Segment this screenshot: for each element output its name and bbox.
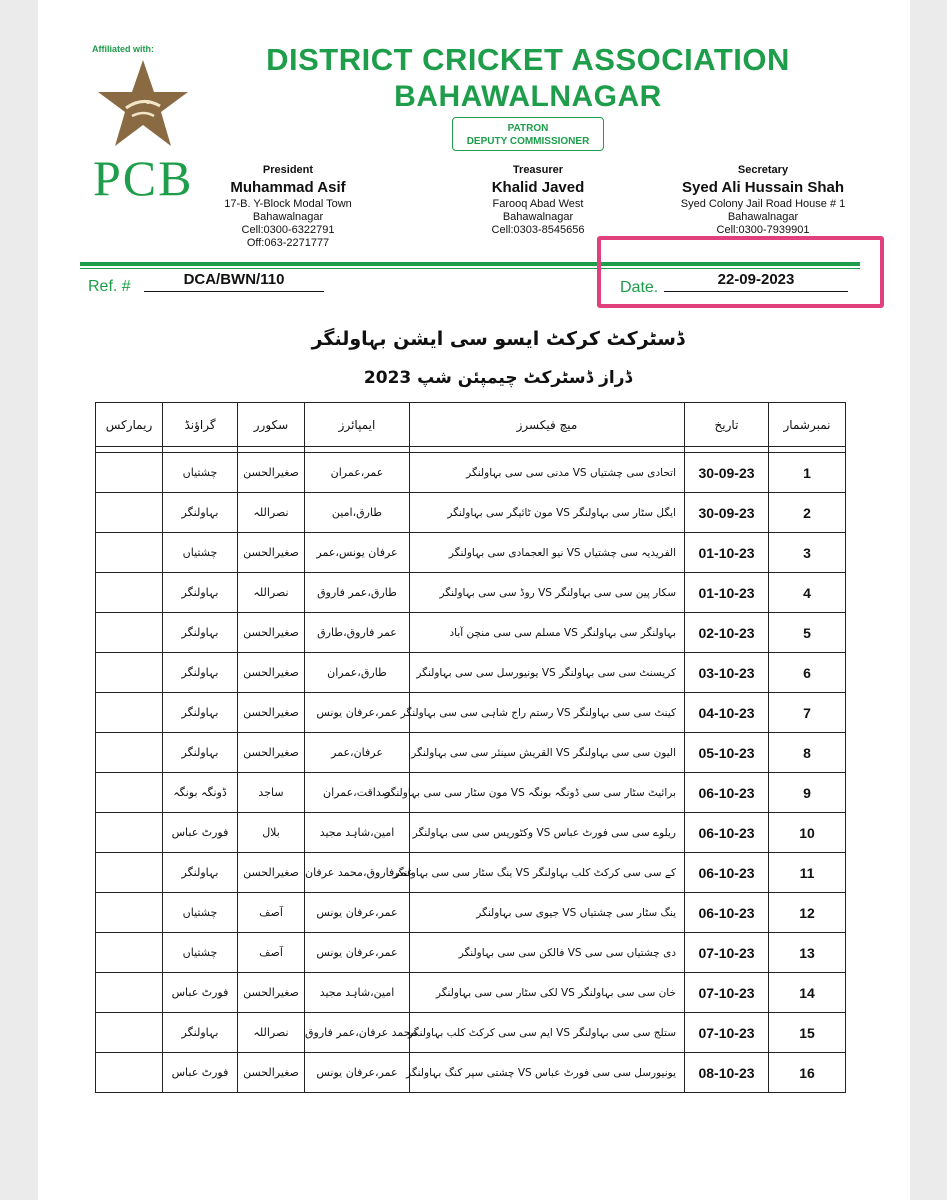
treasurer-name: Khalid Javed	[491, 179, 585, 196]
number-cell: 16	[769, 1053, 846, 1093]
umpires-cell: طارق،امین	[305, 493, 410, 533]
remarks-cell	[96, 453, 163, 493]
ground-cell: ڈونگہ بونگہ	[163, 773, 238, 813]
header-ground: گراؤنڈ	[163, 403, 238, 447]
table-row	[96, 973, 846, 1013]
scorer-cell: نصراللہ	[238, 573, 305, 613]
title-line-2: BAHAWALNAGAR	[394, 80, 662, 113]
fixture-cell: کے سی سی کرکٹ کلب بہاولنگر VS ینگ سٹار سی سی بہاولنگر	[410, 853, 685, 893]
remarks-cell	[96, 773, 163, 813]
date-cell: 07-10-23	[685, 1013, 769, 1053]
table-row	[96, 813, 846, 853]
remarks-cell	[96, 1053, 163, 1093]
fixture-cell: ریلوے سی سی فورٹ عباس VS وکٹوریس سی سی بہاولنگر	[410, 813, 685, 853]
number-cell: 4	[769, 573, 846, 613]
ground-cell: چشتیاں	[163, 933, 238, 973]
scorer-cell: صغیرالحسن	[238, 533, 305, 573]
date-cell: 01-10-23	[685, 533, 769, 573]
ground-cell: بہاولنگر	[163, 613, 238, 653]
fixture-cell: سکار پین سی سی بہاولنگر VS روڈ سی سی بہاولنگر	[410, 573, 685, 613]
fixture-cell: الیون سی سی بہاولنگر VS القریش سینئر سی سی بہاولنگر	[410, 733, 685, 773]
scorer-cell: صغیرالحسن	[238, 453, 305, 493]
urdu-heading: ڈسٹرکٹ کرکٹ ایسو سی ایشن بہاولنگر	[311, 328, 685, 350]
table-body	[96, 447, 846, 1093]
table-row	[96, 1053, 846, 1093]
remarks-cell	[96, 653, 163, 693]
header-number: نمبرشمار	[769, 403, 846, 447]
table-row	[96, 733, 846, 773]
president-city: Bahawalnagar	[252, 211, 324, 223]
number-cell: 12	[769, 893, 846, 933]
fixture-cell: ینگ سٹار سی چشتیاں VS جیوی سی بہاولنگر	[410, 893, 685, 933]
remarks-cell	[96, 533, 163, 573]
secretary-cell: Cell:0300-7939901	[716, 224, 810, 236]
treasurer-cell: Cell:0303-8545656	[491, 224, 585, 236]
fixture-cell: کینٹ سی سی بہاولنگر VS رستم راج شاہی سی سی بہاولنگر	[410, 693, 685, 733]
umpires-cell: عمر،عمران	[305, 453, 410, 493]
umpires-cell: عرفان یونس،عمر	[305, 533, 410, 573]
scorer-cell: صغیرالحسن	[238, 693, 305, 733]
header-scorer: سکورر	[238, 403, 305, 447]
remarks-cell	[96, 613, 163, 653]
number-cell: 8	[769, 733, 846, 773]
date-cell: 01-10-23	[685, 573, 769, 613]
president-block	[198, 164, 378, 250]
scorer-cell: صغیرالحسن	[238, 853, 305, 893]
president-address: 17-B. Y-Block Modal Town	[224, 198, 352, 210]
scorer-cell: بلال	[238, 813, 305, 853]
remarks-cell	[96, 853, 163, 893]
table-row	[96, 493, 846, 533]
table-row	[96, 773, 846, 813]
remarks-cell	[96, 493, 163, 533]
date-label: Date.	[620, 279, 659, 296]
scorer-cell: صغیرالحسن	[238, 613, 305, 653]
treasurer-address: Farooq Abad West	[492, 198, 584, 210]
table-header-row	[96, 403, 846, 447]
remarks-cell	[96, 693, 163, 733]
fixture-cell: بہاولنگر سی بہاولنگر VS مسلم سی سی منچن آباد	[410, 613, 685, 653]
number-cell: 11	[769, 853, 846, 893]
fixture-cell: یونیورسل سی سی فورٹ عباس VS چشتی سپر کنگ بہاولنگر	[410, 1053, 685, 1093]
number-cell: 5	[769, 613, 846, 653]
president-cell: Cell:0300-6322791	[241, 224, 335, 236]
table-row	[96, 1013, 846, 1053]
number-cell: 15	[769, 1013, 846, 1053]
ground-cell: فورٹ عباس	[163, 1053, 238, 1093]
table-row	[96, 933, 846, 973]
number-cell: 1	[769, 453, 846, 493]
secretary-name: Syed Ali Hussain Shah	[682, 179, 844, 196]
ground-cell: فورٹ عباس	[163, 813, 238, 853]
pcb-star-logo	[88, 58, 198, 150]
remarks-cell	[96, 893, 163, 933]
ground-cell: بہاولنگر	[163, 493, 238, 533]
date-cell: 03-10-23	[685, 653, 769, 693]
umpires-cell: امین،شاہد مجید	[305, 813, 410, 853]
fixture-cell: ستلج سی سی بہاولنگر VS ایم سی سی کرکٹ کلب بہاولنگر	[410, 1013, 685, 1053]
ref-underline	[144, 291, 324, 292]
remarks-cell	[96, 813, 163, 853]
ground-cell: بہاولنگر	[163, 733, 238, 773]
header-fixtures: میچ فیکسرز	[410, 403, 685, 447]
date-cell: 04-10-23	[685, 693, 769, 733]
table-row	[96, 533, 846, 573]
umpires-cell: عمر،عرفان یونس	[305, 1053, 410, 1093]
patron-line-1: PATRON	[507, 123, 549, 134]
title-line-1: DISTRICT CRICKET ASSOCIATION	[266, 42, 790, 77]
treasurer-role: Treasurer	[512, 164, 564, 176]
fixture-cell: الفریدیہ سی چشتیاں VS نیو العجمادی سی بہاولنگر	[410, 533, 685, 573]
ground-cell: چشتیاں	[163, 533, 238, 573]
ref-value: DCA/BWN/110	[183, 271, 285, 288]
ground-cell: بہاولنگر	[163, 653, 238, 693]
date-cell: 07-10-23	[685, 973, 769, 1013]
ground-cell: بہاولنگر	[163, 693, 238, 733]
secretary-address: Syed Colony Jail Road House # 1	[680, 198, 846, 210]
umpires-cell: عمر،عرفان یونس	[305, 893, 410, 933]
scorer-cell: صغیرالحسن	[238, 1053, 305, 1093]
table-row	[96, 693, 846, 733]
fixture-cell: اتحادی سی چشتیاں VS مدنی سی سی بہاولنگر	[410, 453, 685, 493]
secretary-role: Secretary	[737, 164, 789, 176]
umpires-cell: عمر فاروق،طارق	[305, 613, 410, 653]
scorer-cell: نصراللہ	[238, 493, 305, 533]
fixture-cell: دی چشتیاں سی سی VS فالکن سی سی بہاولنگر	[410, 933, 685, 973]
header-umpires: ایمپائرز	[305, 403, 410, 447]
fixtures-table	[95, 402, 846, 1093]
date-cell: 06-10-23	[685, 893, 769, 933]
scorer-cell: آصف	[238, 933, 305, 973]
table-row	[96, 853, 846, 893]
remarks-cell	[96, 933, 163, 973]
number-cell: 3	[769, 533, 846, 573]
secretary-city: Bahawalnagar	[727, 211, 799, 223]
date-cell: 05-10-23	[685, 733, 769, 773]
date-cell: 06-10-23	[685, 773, 769, 813]
ground-cell: بہاولنگر	[163, 853, 238, 893]
table-row	[96, 573, 846, 613]
remarks-cell	[96, 573, 163, 613]
number-cell: 13	[769, 933, 846, 973]
umpires-cell: محمد عرفان،عمر فاروق	[305, 1013, 410, 1053]
umpires-cell: صداقت،عمران	[305, 773, 410, 813]
table-row	[96, 893, 846, 933]
number-cell: 7	[769, 693, 846, 733]
number-cell: 14	[769, 973, 846, 1013]
umpires-cell: طارق،عمران	[305, 653, 410, 693]
scorer-cell: ساجد	[238, 773, 305, 813]
date-cell: 06-10-23	[685, 813, 769, 853]
scorer-cell: آصف	[238, 893, 305, 933]
umpires-cell: عمر،عرفان یونس	[305, 693, 410, 733]
ref-label: Ref. #	[88, 278, 131, 295]
umpires-cell: امین،شاہد مجید	[305, 973, 410, 1013]
remarks-cell	[96, 973, 163, 1013]
date-cell: 30-09-23	[685, 493, 769, 533]
umpires-cell: عرفان،عمر	[305, 733, 410, 773]
date-cell: 02-10-23	[685, 613, 769, 653]
table-row	[96, 653, 846, 693]
secretary-block	[658, 164, 868, 234]
date-cell: 08-10-23	[685, 1053, 769, 1093]
ground-cell: چشتیاں	[163, 893, 238, 933]
fixture-cell: کریسنٹ سی سی بہاولنگر VS یونیورسل سی سی بہاولنگر	[410, 653, 685, 693]
document-page	[38, 0, 910, 1200]
treasurer-block	[448, 164, 628, 237]
number-cell: 9	[769, 773, 846, 813]
pcb-logo-text: PCB	[93, 150, 194, 206]
fixture-cell: خان سی سی بہاولنگر VS لکی سٹار سی سی بہاولنگر	[410, 973, 685, 1013]
urdu-subheading: ڈراز ڈسٹرکٹ چیمپئن شپ 2023	[363, 368, 633, 388]
scorer-cell: صغیرالحسن	[238, 733, 305, 773]
affiliated-label: Affiliated with:	[92, 44, 154, 54]
header-remarks: ریمارکس	[96, 403, 163, 447]
ground-cell: بہاولنگر	[163, 1013, 238, 1053]
number-cell: 2	[769, 493, 846, 533]
number-cell: 10	[769, 813, 846, 853]
date-value: 22-09-2023	[717, 271, 795, 288]
fixture-cell: برائیٹ سٹار سی سی ڈونگہ بونگہ VS مون سٹار سی سی بہاولنگر	[410, 773, 685, 813]
umpires-cell: عمر،عرفان یونس	[305, 933, 410, 973]
number-cell: 6	[769, 653, 846, 693]
umpires-cell: عمرفاروق،محمد عرفان	[305, 853, 410, 893]
fixture-cell: ایگل سٹار سی بہاولنگر VS مون ٹائیگر سی بہاولنگر	[410, 493, 685, 533]
ground-cell: فورٹ عباس	[163, 973, 238, 1013]
president-role: President	[262, 164, 314, 176]
remarks-cell	[96, 1013, 163, 1053]
patron-box	[452, 117, 604, 151]
date-cell: 06-10-23	[685, 853, 769, 893]
table-row	[96, 613, 846, 653]
date-cell: 07-10-23	[685, 933, 769, 973]
scorer-cell: صغیرالحسن	[238, 653, 305, 693]
remarks-cell	[96, 733, 163, 773]
patron-line-2: DEPUTY COMMISSIONER	[466, 136, 590, 147]
scorer-cell: نصراللہ	[238, 1013, 305, 1053]
ground-cell: بہاولنگر	[163, 573, 238, 613]
president-name: Muhammad Asif	[230, 179, 346, 196]
ground-cell: چشتیاں	[163, 453, 238, 493]
scorer-cell: صغیرالحسن	[238, 973, 305, 1013]
date-cell: 30-09-23	[685, 453, 769, 493]
table-row	[96, 453, 846, 493]
treasurer-city: Bahawalnagar	[502, 211, 574, 223]
president-office: Off:063-2271777	[246, 237, 330, 249]
header-date: تاریخ	[685, 403, 769, 447]
umpires-cell: طارق،عمر فاروق	[305, 573, 410, 613]
date-highlight-box	[597, 236, 884, 308]
